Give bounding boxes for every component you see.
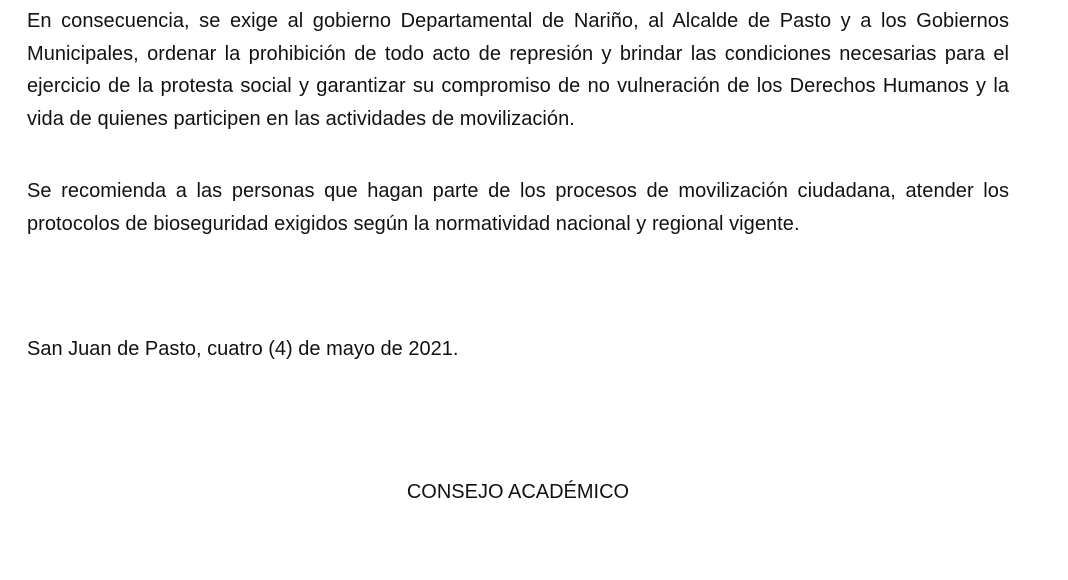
paragraph-recommendation: Se recomienda a las personas que hagan parte de los procesos de movilización ciudadana, atender los protocolos de bioseguridad exigidos según la normatividad nacional y regional vigente. (27, 180, 1009, 235)
paragraph-demand: En consecuencia, se exige al gobierno Departamental de Nariño, al Alcalde de Pasto y a los Gobiernos Municipales, ordenar la prohibición de todo acto de represión y brindar las condiciones necesarias para el ejercicio de la protesta social y garantizar su compromiso de no vulneración de los Derechos Humanos y la vida de quienes participen en las actividades de movilización. (27, 10, 1009, 130)
signature-block: CONSEJO ACADÉMICO (406, 481, 630, 503)
dateline: San Juan de Pasto, cuatro (4) de mayo de 2021. (27, 338, 459, 360)
